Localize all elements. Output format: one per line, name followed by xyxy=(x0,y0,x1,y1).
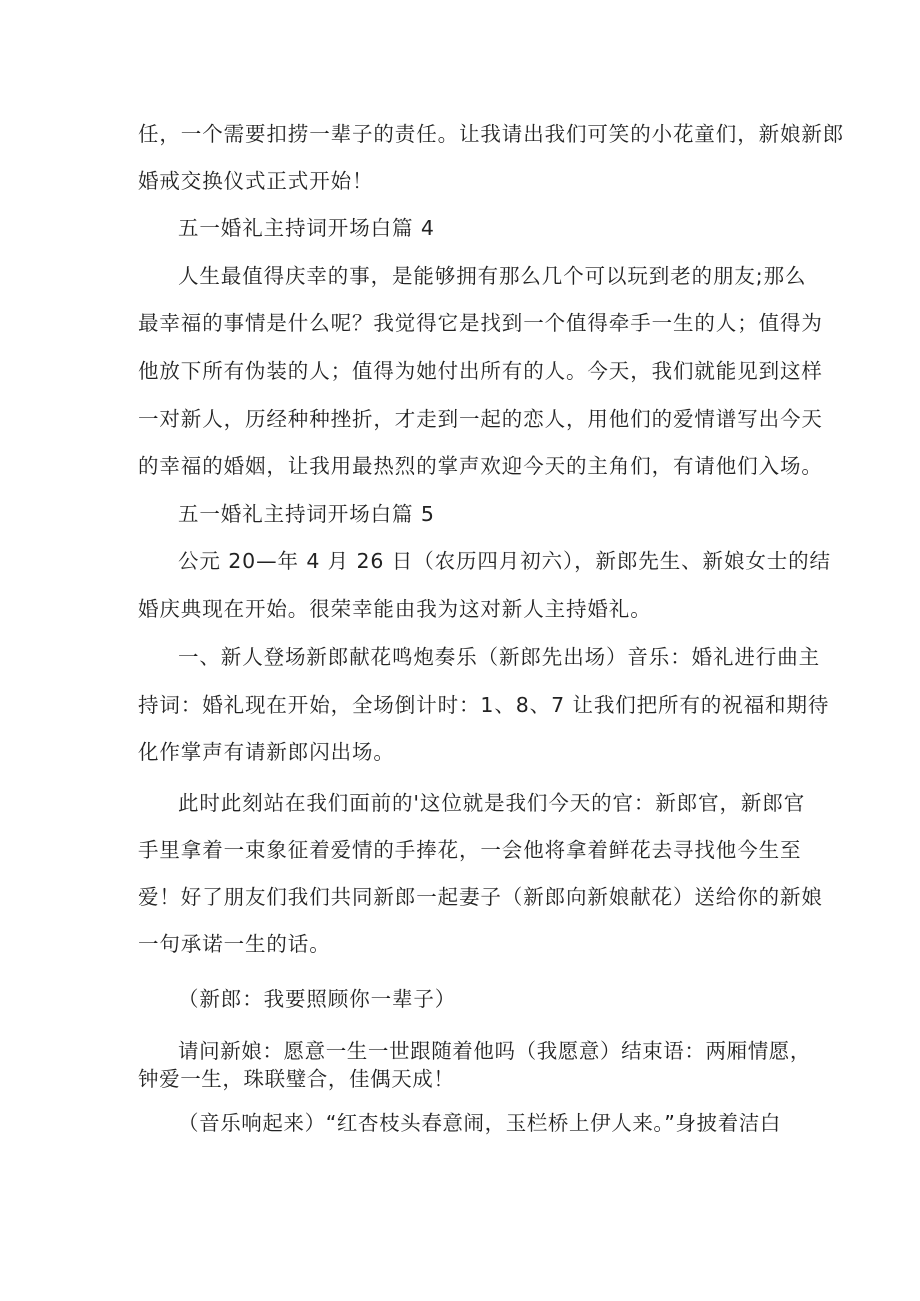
text-line-11: 婚庆典现在开始。很荣幸能由我为这对新人主持婚礼。 xyxy=(138,597,652,621)
text-line-20: 请问新娘：愿意一生一世跟随着他吗（我愿意）结束语：两厢情愿， xyxy=(178,1039,811,1063)
text-line-13: 持词：婚礼现在开始，全场倒计时：1、8、7 让我们把所有的祝福和期待 xyxy=(138,693,830,717)
text-line-10: 公元 20—年 4 月 26 日（农历四月初六），新郎先生、新娘女士的结 xyxy=(178,549,831,573)
text-line-19: （新郎：我要照顾你一辈子） xyxy=(178,987,457,1011)
text-line-8: 的幸福的婚姻，让我用最热烈的掌声欢迎今天的主角们，有请他们入场。 xyxy=(138,454,823,478)
text-line-21: 钟爱一生，珠联璧合，佳偶天成！ xyxy=(138,1067,455,1091)
section-heading-4: 五一婚礼主持词开场白篇 4 xyxy=(178,216,435,240)
text-line-6: 他放下所有伪装的人；值得为她付出所有的人。今天，我们就能见到这样 xyxy=(138,359,823,383)
text-line-2: 婚戒交换仪式正式开始！ xyxy=(138,169,374,193)
text-line-12: 一、新人登场新郎献花鸣炮奏乐（新郎先出场）音乐：婚礼进行曲主 xyxy=(178,645,820,669)
text-line-17: 爱！好了朋友们我们共同新郎一起妻子（新郎向新娘献花）送给你的新娘 xyxy=(138,885,823,909)
text-line-18: 一句承诺一生的话。 xyxy=(138,932,331,956)
text-line-15: 此时此刻站在我们面前的'这位就是我们今天的官：新郎官，新郎官 xyxy=(178,791,806,815)
text-line-5: 最幸福的事情是什么呢？我觉得它是找到一个值得牵手一生的人；值得为 xyxy=(138,311,823,335)
text-line-4: 人生最值得庆幸的事，是能够拥有那么几个可以玩到老的朋友;那么 xyxy=(178,264,807,288)
text-line-22: （音乐响起来）“红杏枝头春意闹，玉栏桥上伊人来。”身披着洁白 xyxy=(178,1111,781,1135)
text-line-1: 任，一个需要扣捞一辈子的责任。让我请出我们可笑的小花童们，新娘新郎 xyxy=(138,122,845,146)
text-line-16: 手里拿着一束象征着爱情的手捧花，一会他将拿着鲜花去寻找他今生至 xyxy=(138,838,802,862)
text-line-14: 化作掌声有请新郎闪出场。 xyxy=(138,740,395,764)
section-heading-5: 五一婚礼主持词开场白篇 5 xyxy=(178,502,435,526)
text-line-7: 一对新人，历经种种挫折，才走到一起的恋人，用他们的爱情谱写出今天 xyxy=(138,407,823,431)
